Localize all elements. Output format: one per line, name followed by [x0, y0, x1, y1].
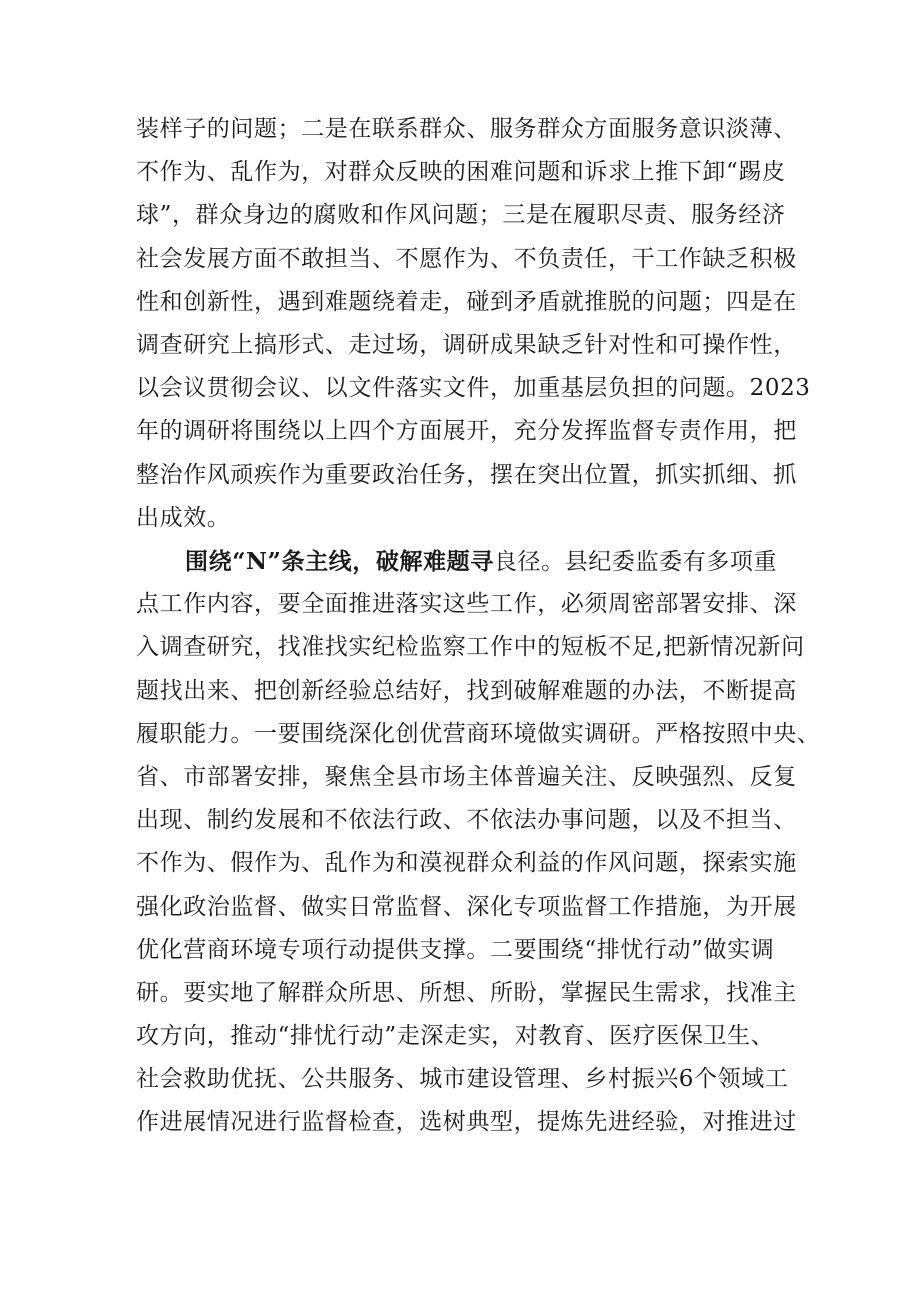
lead-text: 良径。县纪委监委有多项重 — [493, 549, 778, 575]
text-line: 球”，群众身边的腐败和作风问题；三是在履职尽责、服务经济 — [136, 202, 786, 229]
text-line: 点工作内容，要全面推进落实这些工作，必须周密部署安排、深 — [136, 591, 797, 618]
text-line: 出现、制约发展和不依法行政、不依法办事问题，以及不担当、 — [136, 807, 797, 834]
text-line: 研。要实地了解群众所思、所想、所盼，掌握民生需求，找准主 — [136, 979, 797, 1006]
text-line: 题找出来、把创新经验总结好，找到破解难题的办法，不断提高 — [136, 677, 797, 704]
text-line: 调查研究上搞形式、走过场，调研成果缺乏针对性和可操作性， — [136, 331, 797, 358]
text-line: 年的调研将围绕以上四个方面展开，充分发挥监督专责作用，把 — [136, 418, 797, 445]
text-line: 性和创新性，遇到难题绕着走，碰到矛盾就推脱的问题；四是在 — [136, 288, 797, 315]
paragraph-lead-line — [136, 540, 796, 583]
text-line: 不作为、假作为、乱作为和漠视群众利益的作风问题，探索实施 — [136, 850, 797, 877]
paragraph-1 — [136, 108, 811, 540]
text-line: 不作为、乱作为，对群众反映的困难问题和诉求上推下卸“踢皮 — [136, 159, 786, 186]
text-line: 攻方向，推动“排忧行动”走深走实，对教育、医疗医保卫生、 — [136, 1023, 775, 1050]
text-line: 整治作风顽疾作为重要政治任务，摆在突出位置，抓实抓细、抓 — [136, 461, 797, 488]
text-line: 强化政治监督、做实日常监督、深化专项监督工作措施，为开展 — [136, 893, 797, 920]
text-line: 社会发展方面不敢担当、不愿作为、不负责任，干工作缺乏积极 — [136, 245, 797, 272]
text-line: 入调查研究，找准找实纪检监察工作中的短板不足,把新情况新问 — [136, 634, 805, 661]
text-line: 出成效。 — [136, 504, 231, 531]
paragraph-2 — [136, 540, 821, 1145]
text-line: 以会议贯彻会议、以文件落实文件，加重基层负担的问题。2023 — [136, 375, 811, 402]
text-line: 省、市部署安排，聚焦全县市场主体普遍关注、反映强烈、反复 — [136, 763, 797, 790]
text-line: 社会救助优抚、公共服务、城市建设管理、乡村振兴6个领域工 — [136, 1066, 789, 1093]
text-line: 履职能力。一要围绕深化创优营商环境做实调研。严格按照中央、 — [136, 720, 821, 747]
text-line: 装样子的问题；二是在联系群众、服务群众方面服务意识淡薄、 — [136, 116, 797, 142]
text-line: 优化营商环境专项行动提供支撑。二要围绕“排忧行动”做实调 — [136, 936, 775, 963]
text-line: 作进展情况进行监督检查，选树典型，提炼先进经验，对推进过 — [136, 1109, 797, 1136]
section-heading: 围绕“N”条主线，破解难题寻 — [185, 548, 494, 575]
